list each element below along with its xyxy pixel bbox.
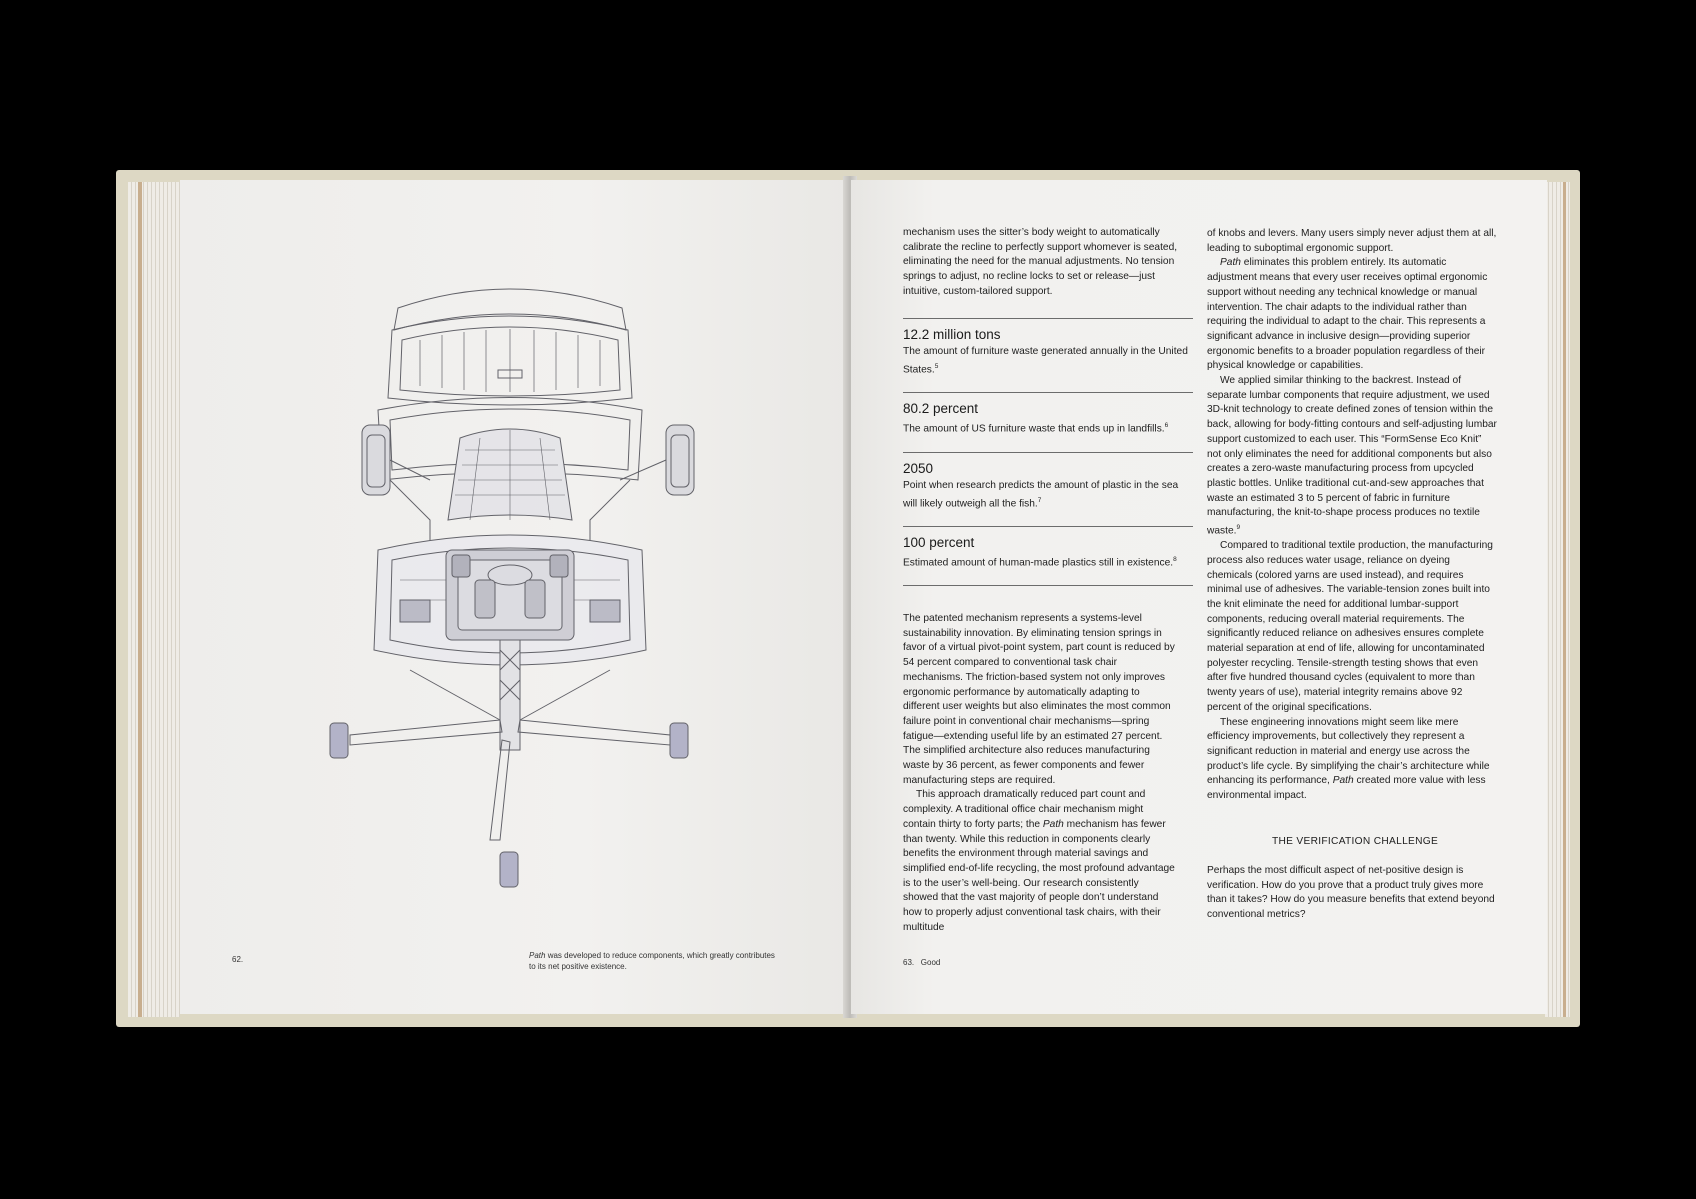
footnote-ref: 5 [934, 362, 939, 370]
stat-description [903, 553, 1193, 571]
stat-desc-text: The amount of furniture waste generated annually in the United States. [903, 346, 1188, 376]
footnote-ref: 6 [1164, 422, 1169, 429]
page-number-right [903, 958, 940, 967]
text-run: mechanism has fewer than twenty. While this reduction in components clearly benefits the environment through material savings and simplified end-of-life recycling, the most profound advantage is to the user’s well-being. Our research consistently showed that the vast majority of people don’t understand how to properly adjust conventional task chairs, with their multitude [903, 818, 1175, 933]
body-column-2-end [1207, 864, 1497, 923]
stat-title: 100 percent [903, 535, 975, 550]
stat-desc-text: Point when research predicts the amount of plastic in the sea will likely outweigh all the fish. [903, 480, 1179, 510]
body-paragraph [1207, 374, 1497, 539]
section-heading: THE VERIFICATION CHALLENGE [1272, 836, 1439, 847]
text-run: This approach dramatically reduced part count and complexity. A traditional office chair mechanism might contain thirty to forty parts; the [903, 789, 1146, 830]
stat-description [903, 419, 1193, 437]
body-column-1 [903, 612, 1175, 935]
intro-paragraph [903, 226, 1193, 300]
body-paragraph: Perhaps the most difficult aspect of net-positive design is verification. How do you prove that a product truly gives more than it takes? How do you measure benefits that extend beyond conventional metrics? [1207, 865, 1495, 921]
text-run: We applied similar thinking to the backrest. Instead of separate lumbar components that require adjustment, we used 3D-knit technology to create defined zones of tension within the back, allowing for body-fitting contours and self-adjusting lumbar support customized to each user. This “FormSense Eco Knit” not only eliminates the need for additional components but also creates a zero-waste manufacturing process from upcycled plastic bottles. Unlike traditional cut-and-sew approaches that waste an estimated 3 to 5 percent of fabric in furniture manufacturing, the knit-to-shape process produces no textile waste. [1207, 375, 1497, 537]
body-paragraph: of knobs and levers. Many users simply never adjust them at all, leading to suboptimal ergonomic support. [1207, 228, 1497, 254]
page-number-left: 62. [232, 955, 244, 964]
page-edges-left [128, 182, 180, 1017]
stat-title: 80.2 percent [903, 401, 979, 416]
stat-divider [903, 318, 1193, 319]
text-run: eliminates this problem entirely. Its automatic adjustment means that every user receives optimal ergonomic support without needing any technical knowledge or manual intervention. The chair adapts to the individual rather than requiring the individual to adapt to the chair. This represents a significant advance in inclusive design—providing superior ergonomic benefits to a broader population regardless of their physical knowledge or capabilities. [1207, 257, 1488, 372]
stat-title: 2050 [903, 461, 934, 476]
figure-caption [529, 950, 779, 972]
stat-divider [903, 392, 1193, 393]
body-paragraph [1207, 716, 1497, 804]
text-emphasis: Path [1042, 818, 1064, 830]
body-paragraph: Compared to traditional textile production, the manufacturing process also reduces water usage, reliance on dyeing chemicals (colored yarns are used instead), and requires minimal use of adhesives. The variable-tension zones built into the knit eliminate the need for additional lumbar-support components, reducing overall material requirements. The significantly reduced reliance on adhesives ensures complete material separation at end of life, allowing for uncontaminated polyester recycling. Tensile-strength testing shows that even after five hundred thousand cycles (equivalent to more than twenty years of use), material integrity remains above 92 percent of the original specifications. [1207, 540, 1493, 713]
stat-divider [903, 452, 1193, 453]
footnote-ref: 9 [1236, 524, 1241, 532]
caption-text: was developed to reduce components, which greatly contributes to its net positive existence. [529, 951, 775, 971]
body-paragraph [903, 788, 1175, 935]
stat-desc-text: Estimated amount of human-made plastics still in existence. [903, 557, 1174, 569]
footnote-ref: 8 [1173, 556, 1177, 563]
text-emphasis: Path [1220, 257, 1241, 269]
stat-divider [903, 585, 1193, 586]
text-run: These engineering innovations might seem like mere efficiency improvements, but collectively they represent a significant reduction in material and energy use across the product’s life cycle. By simplifying the chair’s architecture while enhancing its performance, [1207, 716, 1490, 787]
body-paragraph [1207, 256, 1497, 374]
stat-divider [903, 526, 1193, 527]
body-column-2 [1207, 227, 1497, 804]
intro-text: mechanism uses the sitter’s body weight to automatically calibrate the recline to perfectly support whomever is seated, eliminating the need for the manual adjustments. No tension springs to adjust, no recline locks to set or release—just intuitive, custom-tailored support. [903, 227, 1178, 297]
stat-title: 12.2 million tons [903, 327, 1001, 342]
page-edges-right [1545, 182, 1570, 1017]
stat-desc-text: The amount of US furniture waste that ends up in landfills. [903, 423, 1165, 435]
body-paragraph: The patented mechanism represents a systems-level sustainability innovation. By eliminating tension springs in favor of a virtual pivot-point system, part count is reduced by 54 percent compared to conventional task chair mechanisms. The friction-based system not only improves ergonomic performance by automatically adapting to different user weights but also eliminates the most common failure point in conventional chair mechanisms—spring fatigue—extending useful life by an estimated 27 percent. The simplified architecture also reduces manufacturing waste by 36 percent, as fewer components and fewer manufacturing steps are required. [903, 613, 1175, 786]
left-page [180, 180, 850, 1014]
text-emphasis: Path [1332, 775, 1354, 787]
caption-emphasis: Path [529, 951, 546, 960]
folio-section: Good [920, 958, 941, 967]
stat-description [903, 479, 1193, 512]
footnote-ref: 7 [1037, 496, 1042, 504]
stat-description [903, 345, 1193, 378]
folio-number: 63. [903, 958, 915, 967]
chair-xray-illustration [180, 180, 850, 1014]
text-run: created more value with less environmental impact. [1207, 775, 1486, 802]
